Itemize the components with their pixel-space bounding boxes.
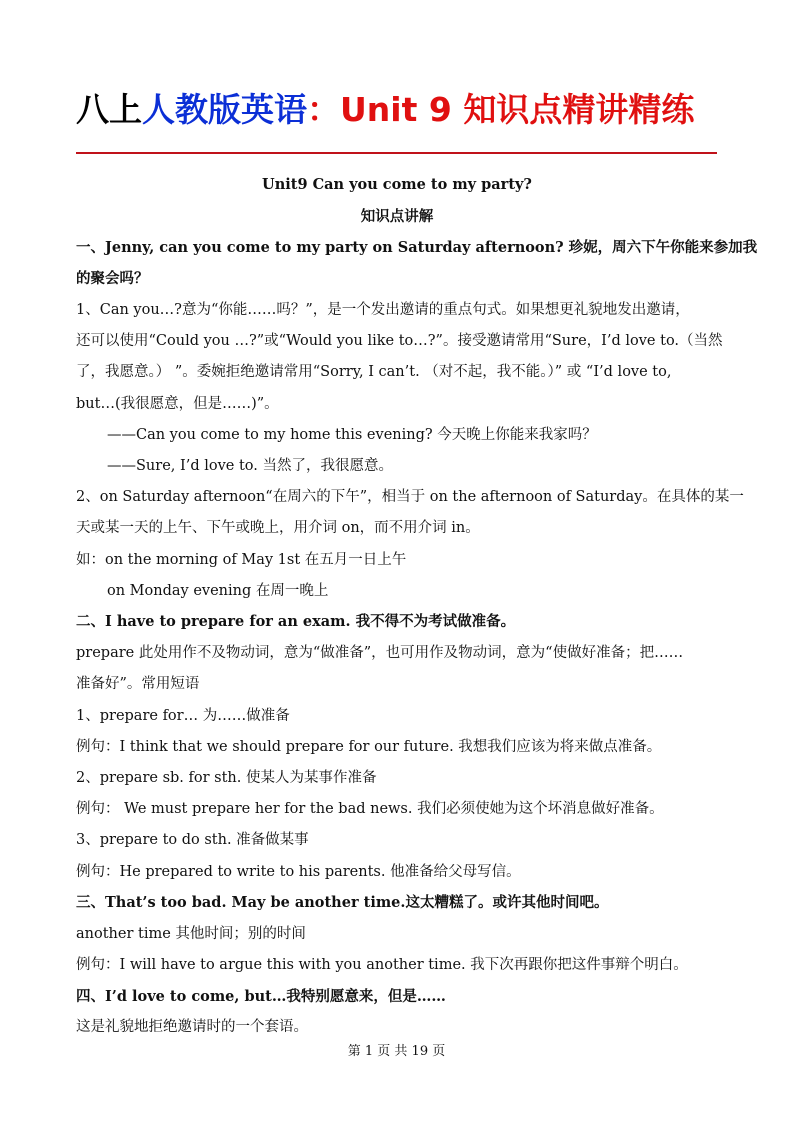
point-1-heading: 一、Jenny, can you come to my party on Saturday afternoon? 珍妮，周六下午你能来参加我 bbox=[76, 239, 758, 256]
paragraph-line: 还可以使用“Could you …?”或“Would you like to…?”。接受邀请常用“Sure，I’d love to.（当然 bbox=[76, 333, 723, 349]
paragraph-line: 准备好”。常用短语 bbox=[76, 676, 200, 692]
phrase-line: 3、prepare to do sth. 准备做某事 bbox=[76, 832, 309, 848]
example-sentence: 例句：I will have to argue this with you another time. 我下次再跟你把这件事辩个明白。 bbox=[76, 957, 688, 973]
section-heading: 知识点讲解 bbox=[360, 208, 434, 225]
example-dialogue-line: ——Can you come to my home this evening? 今天晚上你能来我家吗？ bbox=[107, 427, 597, 443]
example-line: on Monday evening 在周一晚上 bbox=[107, 583, 329, 599]
title-divider bbox=[76, 152, 717, 154]
example-line: 如：on the morning of May 1st 在五月一日上午 bbox=[76, 552, 407, 568]
point-1-heading-cont: 的聚会吗？ bbox=[76, 270, 149, 287]
paragraph-line: but…(我很愿意，但是……)”。 bbox=[76, 396, 279, 412]
title-grade: 八上 bbox=[76, 90, 142, 129]
phrase-line: 1、prepare for… 为……做准备 bbox=[76, 708, 290, 724]
example-sentence: 例句：I think that we should prepare for our future. 我想我们应该为将来做点准备。 bbox=[76, 739, 662, 755]
phrase-line: another time 其他时间；别的时间 bbox=[76, 926, 306, 942]
example-sentence: 例句：He prepared to write to his parents. 他准备给父母写信。 bbox=[76, 864, 521, 880]
paragraph-line: prepare 此处用作不及物动词，意为“做准备”，也可用作及物动词，意为“使做好准备；把…… bbox=[76, 645, 684, 661]
paragraph-line: 了，我愿意。） ”。委婉拒绝邀请常用“Sorry, I can’t. （对不起，我不能。）” 或 “I’d love to, bbox=[76, 364, 672, 380]
unit-heading: Unit9 Can you come to my party? bbox=[262, 176, 532, 193]
title-textbook: 人教版英语 bbox=[142, 90, 307, 129]
example-dialogue-line: ——Sure, I’d love to. 当然了，我很愿意。 bbox=[107, 458, 393, 474]
title-unit: ：Unit 9 知识点精讲精练 bbox=[307, 90, 695, 129]
paragraph-line: 天或某一天的上午、下午或晚上，用介词 on，而不用介词 in。 bbox=[76, 520, 480, 536]
point-4-heading: 四、I’d love to come, but…我特别愿意来，但是…… bbox=[76, 988, 446, 1005]
paragraph-line: 2、on Saturday afternoon“在周六的下午”，相当于 on the afternoon of Saturday。在具体的某一 bbox=[76, 489, 744, 505]
phrase-line: 2、prepare sb. for sth. 使某人为某事作准备 bbox=[76, 770, 377, 786]
paragraph-line: 这是礼貌地拒绝邀请时的一个套语。 bbox=[76, 1019, 308, 1035]
paragraph-line: 1、Can you…?意为“你能……吗？”，是一个发出邀请的重点句式。如果想更礼貌地发出邀请， bbox=[76, 302, 690, 318]
point-2-heading: 二、I have to prepare for an exam. 我不得不为考试做准备。 bbox=[76, 613, 516, 630]
example-sentence: 例句： We must prepare her for the bad news. 我们必须使她为这个坏消息做好准备。 bbox=[76, 801, 664, 817]
document-title bbox=[76, 84, 726, 134]
page-number: 第 1 页 共 19 页 bbox=[347, 1044, 446, 1059]
point-3-heading: 三、That’s too bad. May be another time.这太糟糕了。或许其他时间吧。 bbox=[76, 894, 609, 911]
